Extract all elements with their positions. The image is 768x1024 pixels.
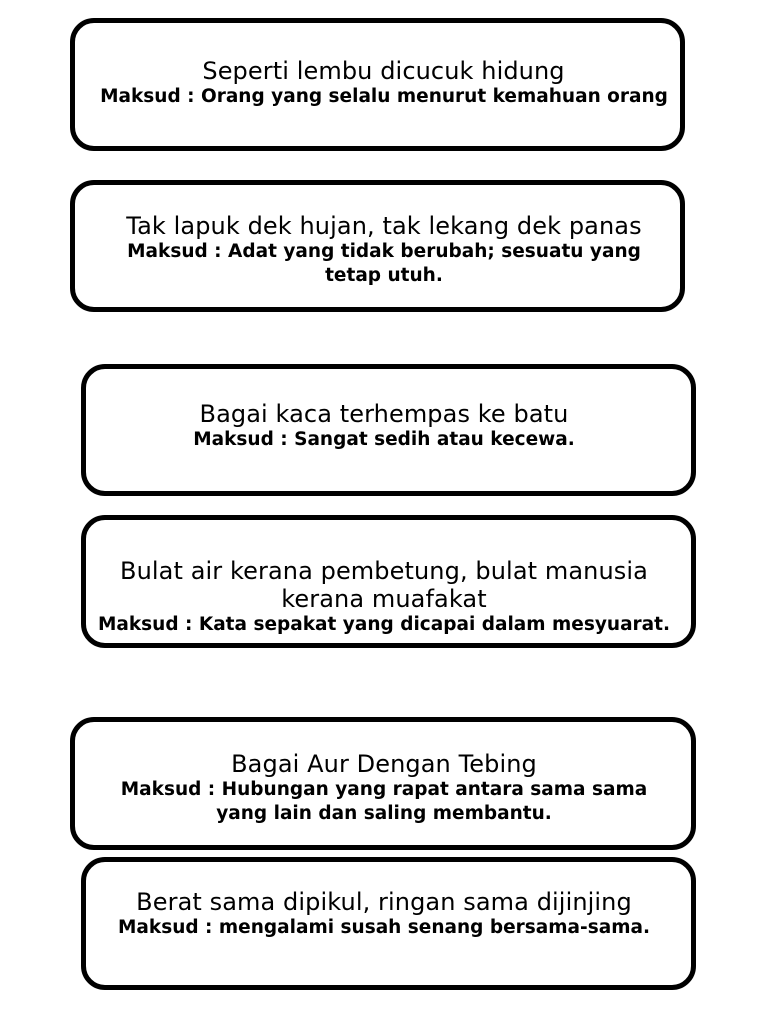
proverb-meaning: Maksud : Adat yang tidak berubah; sesuatu yang [127,241,641,262]
proverb-meaning: Maksud : Hubungan yang rapat antara sama sama [120,779,648,800]
proverb-content [0,57,768,109]
proverb-content [0,750,768,826]
proverb-title: Bagai kaca terhempas ke batu [199,400,569,428]
proverb-meaning-continued: tetap utuh. [325,265,443,286]
proverb-content [0,212,768,288]
proverb-title: Bagai Aur Dengan Tebing [231,750,537,778]
proverb-content [0,888,768,940]
proverb-meaning: Maksud : Sangat sedih atau kecewa. [193,429,575,450]
proverb-title: Bulat air kerana pembetung, bulat manusia [120,557,648,585]
proverb-meaning-continued: yang lain dan saling membantu. [216,803,552,824]
proverb-meaning: Maksud : Kata sepakat yang dicapai dalam mesyuarat. [97,614,671,635]
proverb-meaning: Maksud : mengalami susah senang bersama-sama. [118,917,650,938]
proverb-title: Tak lapuk dek hujan, tak lekang dek panas [126,212,642,240]
proverb-content [0,557,768,637]
proverb-title: Seperti lembu dicucuk hidung [202,57,565,85]
proverb-title-continued: kerana muafakat [281,585,487,613]
proverb-meaning: Maksud : Orang yang selalu menurut kemahuan orang [100,86,668,107]
proverb-content [0,400,768,452]
proverb-title: Berat sama dipikul, ringan sama dijinjing [136,888,632,916]
